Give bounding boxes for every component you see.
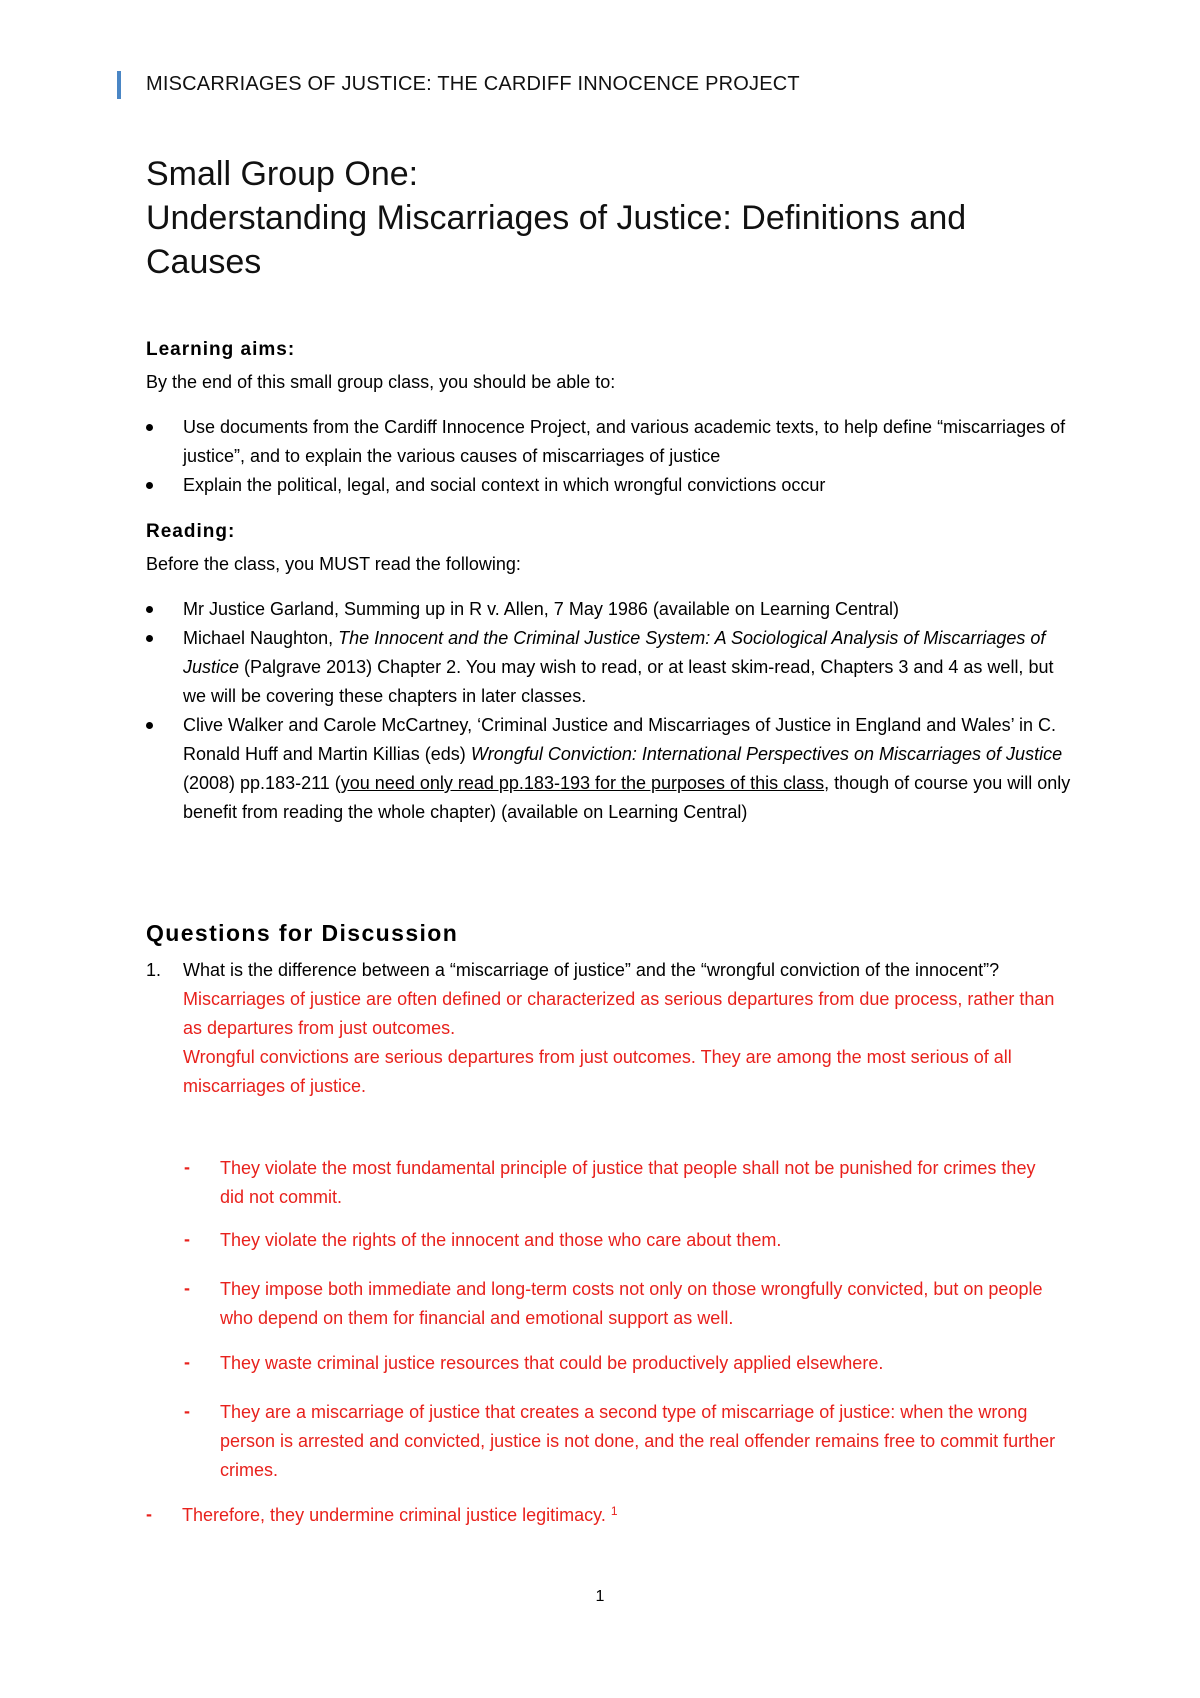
running-header: MISCARRIAGES OF JUSTICE: THE CARDIFF INNOCENCE PROJECT [146, 73, 800, 95]
footnote-reference: 1 [610, 1504, 618, 1518]
list-item: Mr Justice Garland, Summing up in R v. Allen, 7 May 1986 (available on Learning Central) [146, 595, 1076, 624]
title-line-2: Understanding Miscarriages of Justice: Definitions and Causes [146, 199, 967, 281]
header-accent-bar [117, 71, 121, 99]
dash-marker: - [184, 1352, 190, 1372]
answer-point: - They violate the most fundamental principle of justice that people shall not be punished for crimes they did not commit. [184, 1154, 1064, 1212]
answer-point: - They are a miscarriage of justice that creates a second type of miscarriage of justice: when the wrong person is arrested and convicted, justice is not done, and the real offender remains free to commit further crimes. [184, 1398, 1064, 1485]
answer-paragraph-2: Wrongful convictions are serious departures from just outcomes. They are among the most serious of all miscarriages of justice. [183, 1047, 1012, 1096]
bullet-icon [146, 606, 153, 613]
answer-conclusion: - Therefore, they undermine criminal justice legitimacy. $^1$ [146, 1501, 1066, 1530]
reading-list [146, 595, 1076, 827]
discussion-heading: Questions for Discussion [146, 920, 459, 946]
page-title [146, 152, 1086, 284]
book-title: Wrongful Conviction: International Perspectives on Miscarriages of Justice [470, 744, 1063, 764]
answer-point: - They impose both immediate and long-term costs not only on those wrongfully convicted, but on people who depend on them for financial and emotional support as well. [184, 1275, 1064, 1333]
page-number: 1 [595, 1588, 605, 1605]
reading-intro: Before the class, you MUST read the following: [146, 554, 521, 574]
dash-marker: - [184, 1229, 190, 1249]
list-item: Use documents from the Cardiff Innocence Project, and various academic texts, to help define “miscarriages of justice”, and to explain the various causes of miscarriages of justice [146, 413, 1076, 471]
question-number: 1. [146, 960, 162, 980]
bullet-icon [146, 722, 153, 729]
answer-point: - They waste criminal justice resources that could be productively applied elsewhere. [184, 1349, 1064, 1378]
bullet-icon [146, 482, 153, 489]
bullet-icon [146, 635, 153, 642]
question-1 [146, 956, 1076, 1101]
title-line-1: Small Group One: [146, 155, 419, 193]
list-item: Clive Walker and Carole McCartney, ‘Criminal Justice and Miscarriages of Justice in England and Wales’ in C. Ronald Huff and Martin Killias (eds) Wrongful Conviction: International Perspectives on Miscarriages of Justice (2008) pp.183-211 (you need only read pp.183-193 for the purposes of this class, though of course you will only benefit from reading the whole chapter) (available on Learning Central) [146, 711, 1076, 827]
book-title: The Innocent and the Criminal Justice System: A Sociological Analysis of Miscarriages of Justice [183, 628, 1046, 677]
reading-note-underlined: you need only read pp.183-193 for the purposes of this class [340, 773, 825, 793]
dash-marker: - [146, 1504, 152, 1524]
list-item: Explain the political, legal, and social context in which wrongful convictions occur [146, 471, 1076, 500]
dash-marker: - [184, 1401, 190, 1421]
list-item: Michael Naughton, The Innocent and the Criminal Justice System: A Sociological Analysis of Miscarriages of Justice (Palgrave 2013) Chapter 2. You may wish to read, or at least skim-read, Chapters 3 and 4 as well, but we will be covering these chapters in later classes. [146, 624, 1076, 711]
learning-aims-intro: By the end of this small group class, you should be able to: [146, 372, 616, 392]
answer-point: - They violate the rights of the innocent and those who care about them. [184, 1226, 1064, 1255]
learning-aims-list [146, 413, 1076, 500]
learning-aims-heading: Learning aims: [146, 339, 296, 360]
dash-marker: - [184, 1157, 190, 1177]
bullet-icon [146, 424, 153, 431]
question-text: What is the difference between a “miscarriage of justice” and the “wrongful conviction of the innocent”? [183, 960, 1000, 980]
dash-marker: - [184, 1278, 190, 1298]
answer-paragraph-1: Miscarriages of justice are often defined or characterized as serious departures from due process, rather than as departures from just outcomes. [183, 989, 1055, 1038]
reading-heading: Reading: [146, 521, 236, 542]
